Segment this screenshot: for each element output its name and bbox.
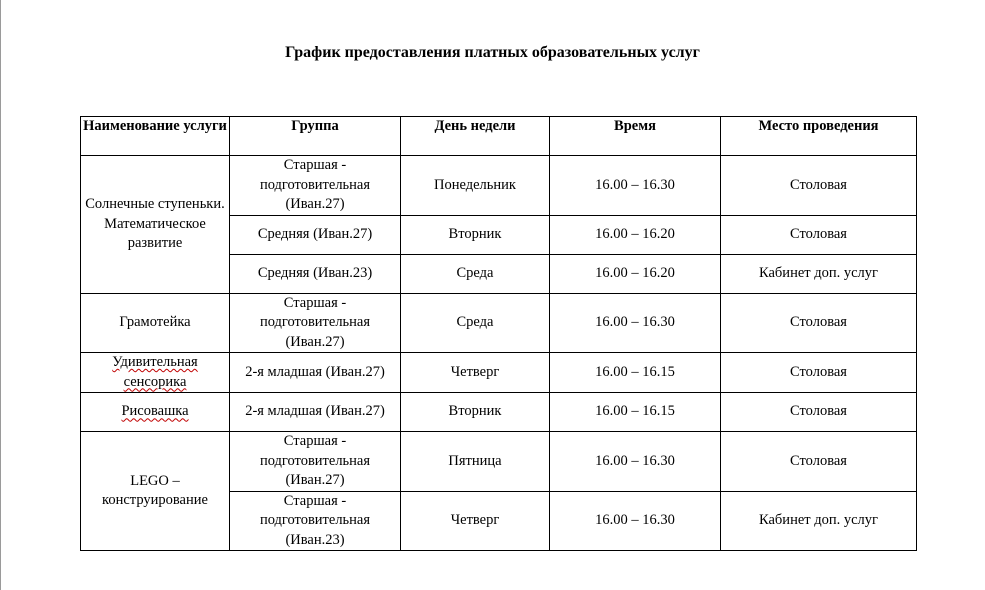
page-left-edge: [0, 0, 1, 590]
cell-time: 16.00 – 16.30: [550, 432, 721, 492]
table-row: [81, 353, 917, 393]
cell-place: Столовая: [721, 156, 917, 216]
cell-group: Старшая - подготовительная (Иван.27): [230, 432, 401, 492]
header-group: Группа: [230, 117, 401, 156]
cell-group: Старшая - подготовительная (Иван.23): [230, 491, 401, 551]
cell-place: Кабинет доп. услуг: [721, 491, 917, 551]
cell-service-text: Удивительная сенсорика: [112, 354, 198, 390]
cell-service: [81, 353, 230, 393]
cell-group: 2-я младшая (Иван.27): [230, 353, 401, 393]
cell-day: Вторник: [401, 393, 550, 432]
cell-group: Средняя (Иван.27): [230, 215, 401, 254]
cell-place: Столовая: [721, 432, 917, 492]
cell-place: Столовая: [721, 293, 917, 353]
cell-group: Средняя (Иван.23): [230, 254, 401, 293]
cell-day: Четверг: [401, 353, 550, 393]
header-time: Время: [550, 117, 721, 156]
cell-place: Столовая: [721, 353, 917, 393]
table-header-row: [81, 117, 917, 156]
header-day: День недели: [401, 117, 550, 156]
cell-day: Среда: [401, 254, 550, 293]
cell-service: [81, 393, 230, 432]
table-row: [81, 293, 917, 353]
cell-day: Понедельник: [401, 156, 550, 216]
schedule-table: [80, 116, 917, 551]
header-service: Наименование услуги: [81, 117, 230, 156]
header-place: Место проведения: [721, 117, 917, 156]
cell-service-text: Рисовашка: [121, 403, 189, 420]
cell-service: Грамотейка: [81, 293, 230, 353]
cell-group: Старшая - подготовительная (Иван.27): [230, 156, 401, 216]
cell-time: 16.00 – 16.30: [550, 293, 721, 353]
cell-time: 16.00 – 16.15: [550, 393, 721, 432]
cell-service: Солнечные ступеньки. Математическое развитие: [81, 156, 230, 294]
cell-day: Среда: [401, 293, 550, 353]
cell-time: 16.00 – 16.15: [550, 353, 721, 393]
cell-place: Кабинет доп. услуг: [721, 254, 917, 293]
cell-time: 16.00 – 16.30: [550, 156, 721, 216]
cell-time: 16.00 – 16.20: [550, 254, 721, 293]
cell-place: Столовая: [721, 393, 917, 432]
table-row: [81, 432, 917, 492]
cell-day: Четверг: [401, 491, 550, 551]
cell-group: Старшая - подготовительная (Иван.27): [230, 293, 401, 353]
cell-group: 2-я младшая (Иван.27): [230, 393, 401, 432]
cell-place: Столовая: [721, 215, 917, 254]
cell-day: Пятница: [401, 432, 550, 492]
table-row: [81, 156, 917, 216]
document-title: График предоставления платных образовательных услуг: [285, 44, 700, 61]
table-row: [81, 393, 917, 432]
cell-time: 16.00 – 16.20: [550, 215, 721, 254]
cell-time: 16.00 – 16.30: [550, 491, 721, 551]
cell-day: Вторник: [401, 215, 550, 254]
cell-service: LEGO – конструирование: [81, 432, 230, 551]
